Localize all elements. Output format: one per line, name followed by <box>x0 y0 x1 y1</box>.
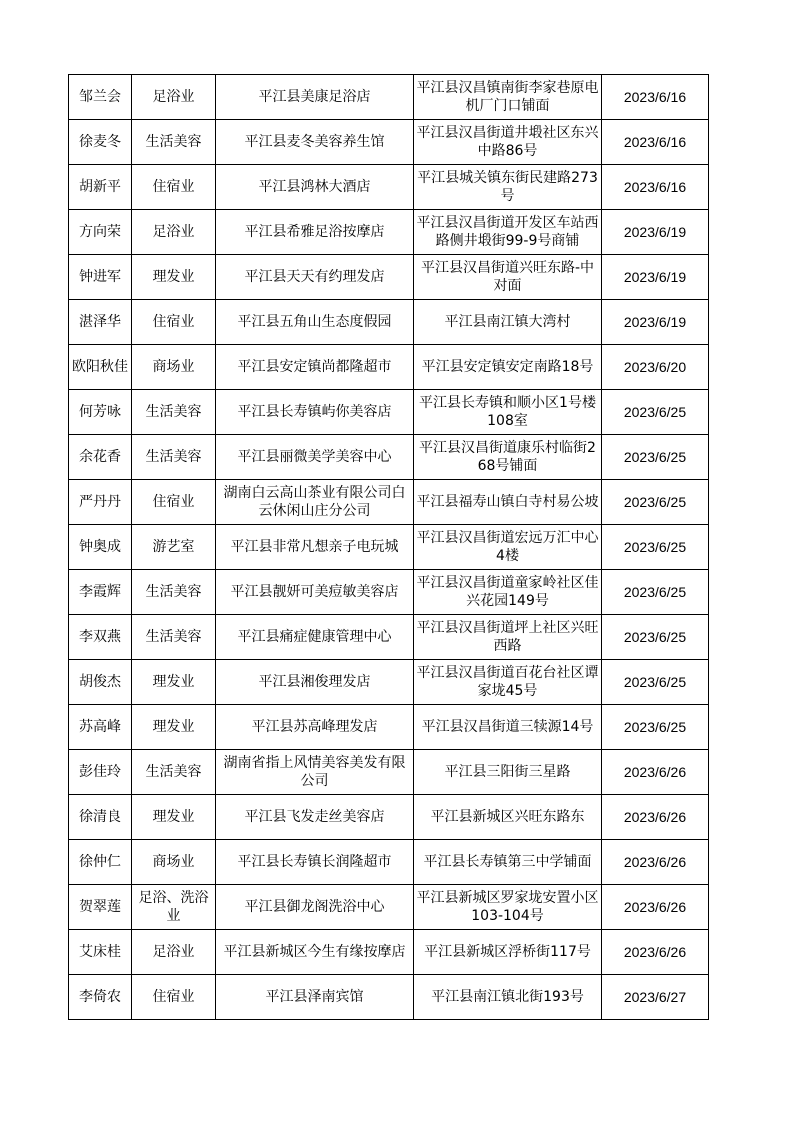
date-cell <box>602 750 709 795</box>
shop-name-cell <box>216 705 414 750</box>
industry-cell <box>132 975 216 1020</box>
date-cell <box>602 435 709 480</box>
shop-name-cell <box>216 660 414 705</box>
shop-name-cell <box>216 840 414 885</box>
person-name-cell <box>69 300 132 345</box>
date-cell <box>602 210 709 255</box>
shop-name-cell <box>216 480 414 525</box>
date-text: 2023/6/26 <box>623 854 687 870</box>
date-text: 2023/6/25 <box>623 449 687 465</box>
registry-table-body <box>69 75 709 1020</box>
table-row <box>69 885 709 930</box>
table-row <box>69 255 709 300</box>
date-cell <box>602 390 709 435</box>
person-name-text: 贺翠莲 <box>79 899 121 915</box>
person-name-text: 胡新平 <box>79 179 121 195</box>
address-text: 平江县汉昌街道坪上社区兴旺西路 <box>416 620 599 654</box>
industry-cell <box>132 165 216 210</box>
industry-cell <box>132 660 216 705</box>
table-row <box>69 165 709 210</box>
shop-name-text: 平江县安定镇尚都隆超市 <box>237 359 392 375</box>
address-cell <box>414 390 602 435</box>
person-name-cell <box>69 480 132 525</box>
shop-name-cell <box>216 435 414 480</box>
table-row <box>69 435 709 480</box>
industry-text: 游艺室 <box>152 539 195 555</box>
table-row <box>69 795 709 840</box>
industry-text: 理发业 <box>152 674 195 690</box>
date-cell <box>602 525 709 570</box>
industry-cell <box>132 885 216 930</box>
industry-cell <box>132 75 216 120</box>
date-cell <box>602 705 709 750</box>
person-name-cell <box>69 210 132 255</box>
industry-text: 住宿业 <box>152 494 195 510</box>
date-cell <box>602 300 709 345</box>
date-cell <box>602 120 709 165</box>
shop-name-cell <box>216 525 414 570</box>
address-text: 平江县汉昌街道兴旺东路-中对面 <box>420 260 595 294</box>
date-text: 2023/6/19 <box>623 269 687 285</box>
address-cell <box>414 615 602 660</box>
shop-name-text: 平江县麦冬美容养生馆 <box>244 134 385 150</box>
address-text: 平江县汉昌街道百花台社区谭家垅45号 <box>416 665 599 699</box>
shop-name-text: 平江县新城区今生有缘按摩店 <box>223 944 406 960</box>
person-name-cell <box>69 840 132 885</box>
person-name-cell <box>69 795 132 840</box>
date-cell <box>602 660 709 705</box>
address-text: 平江县长寿镇和顺小区1号楼108室 <box>419 395 596 429</box>
industry-cell <box>132 120 216 165</box>
industry-text: 足浴业 <box>152 89 195 105</box>
date-cell <box>602 165 709 210</box>
person-name-text: 李霞辉 <box>79 584 121 600</box>
person-name-text: 方向荣 <box>79 224 121 240</box>
date-text: 2023/6/26 <box>623 944 687 960</box>
person-name-cell <box>69 570 132 615</box>
industry-text: 生活美容 <box>145 764 202 780</box>
person-name-cell <box>69 75 132 120</box>
date-text: 2023/6/26 <box>623 899 687 915</box>
address-text: 平江县汉昌街道康乐村临街268号铺面 <box>419 440 596 474</box>
industry-cell <box>132 300 216 345</box>
date-text: 2023/6/20 <box>623 359 687 375</box>
industry-text: 足浴业 <box>152 944 195 960</box>
shop-name-text: 平江县丽微美学美容中心 <box>237 449 392 465</box>
address-cell <box>414 570 602 615</box>
person-name-text: 胡俊杰 <box>79 674 121 690</box>
table-row <box>69 660 709 705</box>
industry-cell <box>132 615 216 660</box>
address-text: 平江县三阳街三星路 <box>444 764 571 780</box>
shop-name-cell <box>216 885 414 930</box>
shop-name-text: 平江县希雅足浴按摩店 <box>244 224 385 240</box>
industry-text: 理发业 <box>152 809 195 825</box>
person-name-text: 徐麦冬 <box>79 134 121 150</box>
person-name-text: 李倚农 <box>79 989 121 1005</box>
industry-text: 生活美容 <box>145 134 202 150</box>
industry-cell <box>132 930 216 975</box>
date-text: 2023/6/27 <box>623 989 687 1005</box>
person-name-cell <box>69 435 132 480</box>
person-name-cell <box>69 975 132 1020</box>
shop-name-cell <box>216 390 414 435</box>
person-name-text: 艾床桂 <box>79 944 121 960</box>
person-name-text: 钟奥成 <box>79 539 121 555</box>
date-text: 2023/6/16 <box>623 134 687 150</box>
address-cell <box>414 75 602 120</box>
person-name-cell <box>69 165 132 210</box>
shop-name-cell <box>216 120 414 165</box>
person-name-text: 李双燕 <box>79 629 121 645</box>
shop-name-cell <box>216 570 414 615</box>
table-row <box>69 210 709 255</box>
person-name-cell <box>69 525 132 570</box>
shop-name-text: 平江县靓妍可美痘敏美容店 <box>230 584 399 600</box>
date-text: 2023/6/26 <box>623 809 687 825</box>
address-cell <box>414 750 602 795</box>
industry-text: 生活美容 <box>145 449 202 465</box>
date-text: 2023/6/25 <box>623 404 687 420</box>
address-cell <box>414 930 602 975</box>
person-name-text: 余花香 <box>79 449 121 465</box>
date-text: 2023/6/16 <box>623 89 687 105</box>
address-cell <box>414 840 602 885</box>
address-cell <box>414 795 602 840</box>
industry-cell <box>132 840 216 885</box>
table-row <box>69 120 709 165</box>
industry-cell <box>132 750 216 795</box>
address-cell <box>414 345 602 390</box>
date-text: 2023/6/25 <box>623 494 687 510</box>
industry-text: 生活美容 <box>145 404 202 420</box>
address-text: 平江县新城区罗家垅安置小区103-104号 <box>416 890 599 924</box>
industry-text: 足浴业 <box>152 224 195 240</box>
date-text: 2023/6/25 <box>623 674 687 690</box>
shop-name-text: 平江县御龙阁洗浴中心 <box>244 899 385 915</box>
industry-cell <box>132 435 216 480</box>
date-text: 2023/6/16 <box>623 179 687 195</box>
shop-name-cell <box>216 930 414 975</box>
table-row <box>69 930 709 975</box>
person-name-cell <box>69 885 132 930</box>
person-name-cell <box>69 345 132 390</box>
industry-cell <box>132 255 216 300</box>
shop-name-text: 平江县飞发走丝美容店 <box>244 809 385 825</box>
address-text: 平江县南江镇北街193号 <box>431 989 584 1005</box>
shop-name-text: 平江县痛症健康管理中心 <box>237 629 392 645</box>
table-row <box>69 705 709 750</box>
table-row <box>69 300 709 345</box>
address-cell <box>414 120 602 165</box>
address-cell <box>414 660 602 705</box>
date-text: 2023/6/26 <box>623 764 687 780</box>
address-text: 平江县安定镇安定南路18号 <box>421 359 594 375</box>
industry-cell <box>132 570 216 615</box>
person-name-text: 钟进军 <box>79 269 121 285</box>
shop-name-cell <box>216 300 414 345</box>
address-cell <box>414 255 602 300</box>
address-cell <box>414 300 602 345</box>
shop-name-text: 平江县泽南宾馆 <box>265 989 364 1005</box>
industry-cell <box>132 345 216 390</box>
table-row <box>69 570 709 615</box>
address-text: 平江县新城区浮桥街117号 <box>424 944 591 960</box>
address-text: 平江县福寿山镇白寺村易公坡 <box>416 494 599 510</box>
date-cell <box>602 480 709 525</box>
date-text: 2023/6/25 <box>623 539 687 555</box>
address-text: 平江县汉昌街道井塅社区东兴中路86号 <box>416 125 599 159</box>
address-cell <box>414 525 602 570</box>
industry-text: 理发业 <box>152 719 195 735</box>
date-cell <box>602 75 709 120</box>
person-name-cell <box>69 930 132 975</box>
industry-cell <box>132 705 216 750</box>
shop-name-text: 平江县天天有约理发店 <box>244 269 385 285</box>
shop-name-cell <box>216 210 414 255</box>
table-row <box>69 345 709 390</box>
address-text: 平江县新城区兴旺东路东 <box>430 809 585 825</box>
table-row <box>69 480 709 525</box>
table-row <box>69 750 709 795</box>
address-cell <box>414 435 602 480</box>
industry-cell <box>132 210 216 255</box>
date-text: 2023/6/25 <box>623 719 687 735</box>
table-row <box>69 75 709 120</box>
industry-cell <box>132 390 216 435</box>
shop-name-text: 平江县五角山生态度假园 <box>237 314 392 330</box>
person-name-text: 严丹丹 <box>79 494 121 510</box>
address-cell <box>414 975 602 1020</box>
date-text: 2023/6/19 <box>623 314 687 330</box>
industry-cell <box>132 525 216 570</box>
shop-name-text: 平江县长寿镇长润隆超市 <box>237 854 392 870</box>
shop-name-text: 平江县长寿镇屿你美容店 <box>237 404 392 420</box>
person-name-text: 湛泽华 <box>79 314 121 330</box>
shop-name-cell <box>216 975 414 1020</box>
shop-name-text: 平江县苏高峰理发店 <box>251 719 378 735</box>
shop-name-cell <box>216 165 414 210</box>
shop-name-cell <box>216 75 414 120</box>
shop-name-text: 平江县鸿林大酒店 <box>258 179 371 195</box>
address-text: 平江县汉昌街道童家岭社区佳兴花园149号 <box>416 575 599 609</box>
industry-text: 理发业 <box>152 269 195 285</box>
person-name-text: 苏高峰 <box>79 719 121 735</box>
date-cell <box>602 975 709 1020</box>
person-name-cell <box>69 705 132 750</box>
person-name-cell <box>69 615 132 660</box>
person-name-cell <box>69 750 132 795</box>
date-text: 2023/6/25 <box>623 629 687 645</box>
industry-text: 住宿业 <box>152 179 195 195</box>
date-cell <box>602 570 709 615</box>
person-name-text: 彭佳玲 <box>79 764 121 780</box>
address-text: 平江县汉昌镇南街李家巷原电机厂门口铺面 <box>416 80 599 114</box>
person-name-cell <box>69 255 132 300</box>
shop-name-text: 平江县美康足浴店 <box>258 89 371 105</box>
shop-name-text: 平江县非常凡想亲子电玩城 <box>230 539 399 555</box>
shop-name-cell <box>216 255 414 300</box>
industry-text: 生活美容 <box>145 584 202 600</box>
table-row <box>69 390 709 435</box>
industry-text: 商场业 <box>152 854 195 870</box>
address-text: 平江县南江镇大湾村 <box>444 314 571 330</box>
table-row <box>69 615 709 660</box>
registry-table <box>68 74 709 1020</box>
person-name-cell <box>69 120 132 165</box>
shop-name-text: 湖南省指上风情美容美发有限公司 <box>223 755 406 789</box>
address-cell <box>414 210 602 255</box>
shop-name-cell <box>216 750 414 795</box>
date-cell <box>602 840 709 885</box>
date-cell <box>602 795 709 840</box>
industry-text: 生活美容 <box>145 629 202 645</box>
person-name-cell <box>69 660 132 705</box>
date-cell <box>602 885 709 930</box>
address-cell <box>414 480 602 525</box>
industry-text: 商场业 <box>152 359 195 375</box>
address-text: 平江县城关镇东街民建路273号 <box>417 170 598 204</box>
date-cell <box>602 345 709 390</box>
industry-cell <box>132 795 216 840</box>
address-text: 平江县汉昌街道三犊源14号 <box>421 719 594 735</box>
address-text: 平江县汉昌街道开发区车站西路侧井塅街99-9号商铺 <box>416 215 599 249</box>
address-cell <box>414 885 602 930</box>
date-cell <box>602 930 709 975</box>
industry-cell <box>132 480 216 525</box>
address-cell <box>414 705 602 750</box>
address-cell <box>414 165 602 210</box>
industry-text: 住宿业 <box>152 314 195 330</box>
shop-name-text: 平江县湘俊理发店 <box>258 674 371 690</box>
table-row <box>69 975 709 1020</box>
date-text: 2023/6/25 <box>623 584 687 600</box>
person-name-text: 徐清良 <box>79 809 121 825</box>
date-cell <box>602 615 709 660</box>
shop-name-text: 湖南白云高山茶业有限公司白云休闲山庄分公司 <box>223 485 406 519</box>
table-row <box>69 840 709 885</box>
address-text: 平江县长寿镇第三中学铺面 <box>423 854 592 870</box>
shop-name-cell <box>216 795 414 840</box>
person-name-text: 徐仲仁 <box>79 854 121 870</box>
date-text: 2023/6/19 <box>623 224 687 240</box>
address-text: 平江县汉昌街道宏远万汇中心4楼 <box>416 530 599 564</box>
person-name-text: 邹兰会 <box>79 89 121 105</box>
date-cell <box>602 255 709 300</box>
person-name-text: 何芳咏 <box>79 404 121 420</box>
industry-text: 足浴、洗浴业 <box>138 890 209 924</box>
table-row <box>69 525 709 570</box>
shop-name-cell <box>216 615 414 660</box>
industry-text: 住宿业 <box>152 989 195 1005</box>
person-name-cell <box>69 390 132 435</box>
shop-name-cell <box>216 345 414 390</box>
person-name-text: 欧阳秋佳 <box>72 359 128 375</box>
